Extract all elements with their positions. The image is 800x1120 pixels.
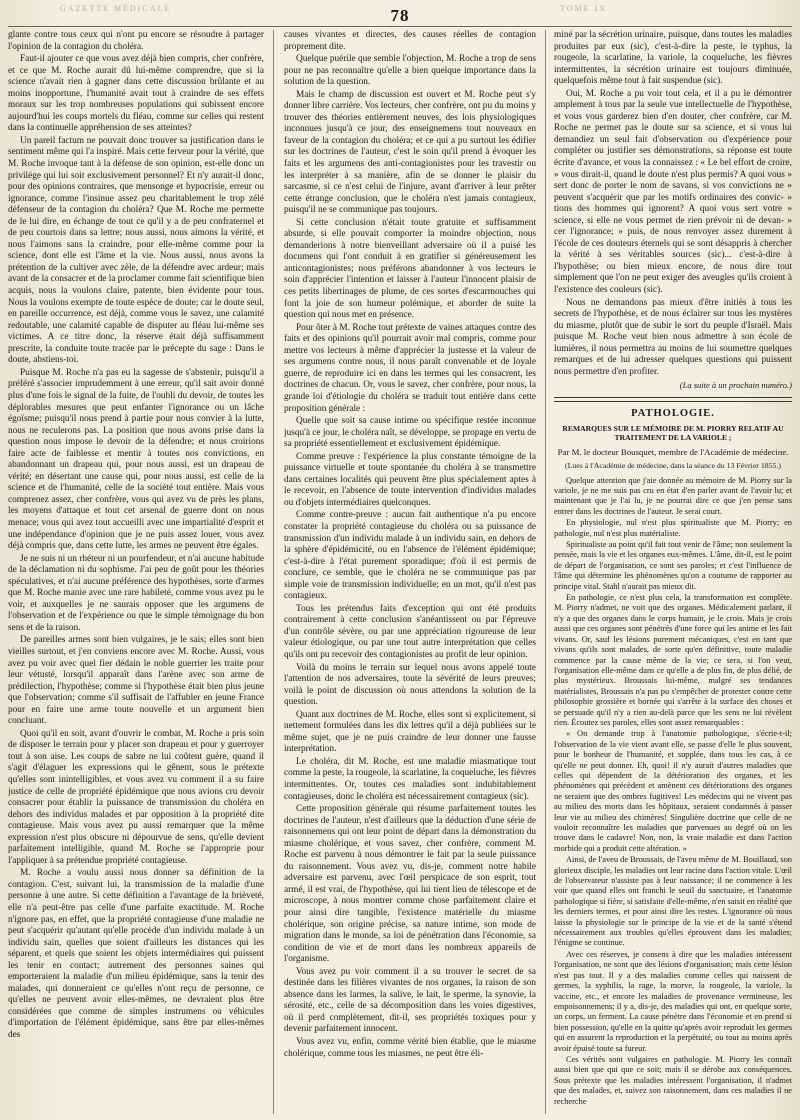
paragraph: Ainsi, de l'aveu de Broussais, de l'aveu même de M. Bouillaud, son glorieux disciple, les maladies ont leur racine dans l'action vitale. L'œil de l'observateur n'assiste pas à leur naissance; il ne commence à les voir que quand elles ont franchi le seuil du sanctuaire, et l'anatomie pathologique si fière, si satisfaite d'elle-même, n'en saisit en réalité que les derniers termes, et pour ainsi dire les restes. L'ignorance où nous laisse la physiologie sur le principe de la vie et de la santé s'étend nécessairement aux troubles qu'elles éprouvent dans les maladies; l'énigme se continue. [554,855,792,948]
column-divider-2 [545,30,546,1114]
show-through-header-right: TOME IX [560,4,607,13]
paragraph: En physiologie, nul n'est plus spiritualiste que M. Piorry; en pathologie, nul n'est plus matérialiste. [554,518,792,538]
paragraph: Quoi qu'il en soit, avant d'ouvrir le combat, M. Roche a pris soin de disposer le terrain pour y placer son drapeau et pour y guerroyer tout à son aise. Les coups de sabre ne lui coûtent guère, quand il s'agit d'élaguer les expressions qui le gênent, sous le prétexte qu'elles sont inintelligibles, et vous avez vu comment il a su faire justice de celle de propriété épidémique que nous avions cru devoir consacrer pour établir la puissance de transmission du choléra en dehors des individus malades et par opposition à la propriété dite contagieuse. Mais vous avez pu aussi remarquer que la même expression n'est plus obscure ni dépourvue de sens, qu'elle devient parfaitement intelligible, quand M. Roche se l'approprie pour l'appliquer à sa prétendue propriété contagieuse. [8,728,264,866]
column-right [554,30,792,1114]
paragraph: Un pareil factum ne pouvait donc trouver sa justification dans le sentiment même qui l'a inspiré. Mais cette ferveur pour la vérité, que M. Roche invoque tant à la défense de son opinion, est-elle donc un privilége qui lui soit exclusivement personnel? Et n'y aurait-il donc, pour des opinions contraires, que mensonge et hypocrisie, erreur ou ignorance, comme l'insinue assez peu charitablement le trop zélé défenseur de la contagion du choléra? Que M. Roche me permette de le lui dire, en échange de tout ce qu'il y a de peu confraternel et de peu courtois dans sa lettre; nous aussi, nous aimons la vérité, et nous l'aimons sans la craindre, pour elle-même comme pour la science, dont elle est l'âme et la vie. Nous aussi, nous avons la prétention de la cultiver avec zèle, de la défendre avec ardeur; mais avant de la consacrer et de la proclamer comme fait scientifique bien acquis, nous la voulons claire, patente, bien évidente pour tous. Nous la voulons exempte de toute espèce de doute; car le doute seul, en pareille occurrence, est déjà, comme vous le savez, une calamité redoutable, une calamité capable de disputer au fléau lui-même ses victimes. A ce titre donc, la réserve était déjà suffisamment prescrite, la conduite toute tracée par le précepte du sage : Dans le doute, abstiens-toi. [8,135,264,366]
paragraph: Avec ces réserves, je consens à dire que les maladies intéressent l'organisation, ne sont que des lésions d'organisation; mais cette lésion n'est pas tout. Il y a des maladies comme celles qui naissent de germes, la syphilis, la rage, la morve, la rougeole, la variole, la vaccine, etc., et encore les maladies de provenance vermineuse, les empoisonnemens; il y a, dis-je, des maladies qui ont, en quelque sorte, un corps, un ferment. La cause pénètre dans l'économie et en prend si bien possession, qu'elle en la quitte qu'après avoir reproduit les germes qui en assurent la reproduction et la perpétuité, ou tout au moins après avoir épuisé toute sa fureur. [554,949,792,1053]
paragraph: Voilà du moins le terrain sur lequel nous avons appelé toute l'attention de nos adversaires, toute la sévérité de leurs preuves; voilà le point de discussion où nous attendons la solution de la question. [284,662,536,708]
paragraph: Quant aux doctrines de M. Roche, elles sont si explicitement, si nettement formulées dans les dix lettres qu'il a déjà publiées sur le même sujet, que je ne puis craindre de leur donner une fausse interprétation. [284,709,536,755]
paragraph: Comme contre-preuve : aucun fait authentique n'a pu encore constater la propriété contagieuse du choléra ou sa puissance de transmission d'un individu malade à un individu sain, en dehors de la sphère d'épidémicité, ou en l'absence de l'élément épidémique; c'est-à-dire à l'état purement sporadique; d'où il est permis de conclure, ce semble, que le choléra ne se communique pas par simple voie de transmission individuelle; en un mot, qu'il n'est pas contagieux. [284,510,536,602]
page-number: 78 [390,6,410,25]
paragraph: Oui, M. Roche a pu voir tout cela, et il a pu le démontrer amplement à tous par la seule vue intellectuelle de l'hypothèse, et vous vous garderez bien d'en douter, cher confrère, car M. Roche ne permet pas le doute sur sa science, et si vous lui demandiez un seul fait d'observation ou d'expérience pour compléter ou justifier ses démonstrations, sa réponse est toute écrite d'avance, et vous la connaissez : « Le bel effort de croire, » vous dirait-il, quand le doute n'est plus permis? A quoi vous » sert donc de porter le nom de savans, si vos convictions ne » peuvent s'acquérir que par les motifs ordinaires des convic- » tions des hommes qui ignorent? A quoi vous sert votre » science, si elle ne vous permet de rien prévoir ni de devan- » cer l'ignorance; » puis, de nous renvoyer assez durement à l'école de ces douteurs éternels qui se sont désappris à chercher la vérité à ses véritables sources (sic)... c'est-à-dire à l'hypothèse; ou bien mieux encore, de nous dire tout simplement que l'on ne peut exiger des aveugles qu'ils croient à l'existence des couleurs (sic). [554,88,792,296]
article-author: Par M. le docteur Bousquet, membre de l'Académie de médecine. [557,446,789,457]
paragraph: Le choléra, dit M. Roche, est une maladie miasmatique tout comme la peste, la rougeole, la scarlatine, la coqueluche, les fièvres intermittentes. Or, toutes ces maladies sont indubitablement contagieuses, donc le choléra est nécessairement contagieux (sic). [284,756,536,802]
paragraph: En pathologie, ce n'est plus cela, la transformation est complète. M. Piorry n'admet, ne voit que des organes. Médicalement parlant, il n'y a que des organes dans le corps humain, je le crois. Mais je crois aussi que ces organes sont pénétrés d'une force qui les anime et les fait vivans. Or, sauf les lésions purement mécaniques, c'est en tant que vivans qu'ils sont malades, de sorte qu'en définitive, toute maladie commence par la cause même de la vie; ce sera, si l'on veut, l'organisation elle-même dans ce qu'elle a de plus fin, de plus délié, de plus mystérieux. Broussais lui-même, malgré ses tendances matérialistes, Broussais n'a pas pu s'empêcher de protester contre cette philosophie grossière et bornée qui s'arrête à la surface des choses et se persuade qu'il n'y a rien au-delà parce que les sens ne lui révèlent rien. Écoutez ses paroles, elles sont assez remarquables : [554,593,792,727]
paragraph: Pour ôter à M. Roche tout prétexte de vaines attaques contre des faits et des opinions qu'il pourrait avoir mal compris, comme pour mettre vos lecteurs à même d'apprécier la justesse et la valeur de ses argumens contre nous, il nous paraît convenable et de loyale guerre, de reproduire ici en dans les termes qui les consacrent, les doctrines de chacun. Or, vous le savez, cher confrère, pour nous, la grande loi d'étiologie du choléra se traduit tout entière dans cette proposition générale : [284,322,536,414]
paragraph: Si cette conclusion n'était toute gratuite et suffisamment absurde, si elle pouvait comporter la moindre objection, nous demanderions à notre bienveillant adversaire où il a puisé les documens qui l'ont conduit à en gratifier si généreusement les anticontagionistes; nous préférons abandonner à vos lecteurs le soin d'apprécier l'intention et laisser à l'auteur l'innocent plaisir de ces petits libertinages de plume, de ces sortes d'escarmouches qui font la joie de son humeur polémique, et aborder de suite la question qui nous met en présence. [284,217,536,321]
paragraph: Faut-il ajouter ce que vous avez déjà bien compris, cher confrère, et ce que M. Roche aurait dû lui-même comprendre, que si la science n'avait rien à gagner dans cette discussion brûlante et au moins inopportune, l'humanité avait tout à craindre de ses effets moraux sur les trop nombreuses populations qui subissent encore aujourd'hui les coups mortels du fléau, comme sur celles qui restent dans la continuelle appréhension de ses atteintes? [8,54,264,134]
paragraph: Nous ne demandons pas mieux d'être initiés à tous les secrets de l'hypothèse, et de nous éclairer sur tous les mystères du miasme, plutôt que de subir le sort du peuple d'Israël. Mais puisque M. Roche veut bien nous admettre à son école de lumières, il nous permettra au moins de lui soumettre quelques remarques et de lui adresser quelques questions qui puissent nous permettre d'en profiter. [554,297,792,377]
show-through-header-left: GAZETTE MÉDICALE [60,4,172,13]
reading-note: (Lues à l'Académie de médecine, dans la séance du 13 Février 1855.) [565,461,781,471]
paragraph: M. Roche a voulu aussi nous donner sa définition de la contagion. C'est, suivant lui, la transmission de la maladie d'une personne à une autre. Si cette définition a l'avantage de la brièveté, elle n'a peut-être pas celle d'une parfaite exactitude. M. Roche n'ignore pas, en effet, que la propriété contagieuse d'une maladie ne peut s'acquérir qu'autant qu'elle procède d'un individu malade à un individu sain, quelles que soient d'ailleurs les distances qui les séparent, et quels que soient les objets intermédiaires qui puissent les tenir en contact; autrement des personnes saines qui emporteraient la maladie d'un milieu épidémique, sans la tenir des malades, qui donneraient ce qu'elles n'ont reçu de personne, ce qu'elles ne peuvent avoir elles-mêmes, ne devraient plus être considérées que comme de simples instrumens ou véhicules d'importation de l'élément épidémique, sans être par elles-mêmes des [8,868,264,1041]
paragraph: Vous avez pu voir comment il a su trouver le secret de sa destinée dans les filières vivantes de nos organes, la raison de son absence dans les larmes, la salive, le lait, le sperme, la synovie, la sérosité, etc., celle de sa décomposition dans les voies digestives, où il perd complètement, dit-il, ses propriétés toxiques pour y devenir parfaitement innocent. [284,966,536,1035]
paragraph: Puisque M. Roche n'a pas eu la sagesse de s'abstenir, puisqu'il a préféré s'associer imprudemment à une erreur, qu'il sait avoir donné plus d'une fois le signal de la fuite, de l'oubli du devoir, de toutes les déplorables mesures que peut enfanter l'ignorance ou un lâche égoïsme; puisqu'il nous prend à partie pour nous convier à la lutte, nous ne reculerons pas. La position que nous avons prise dans la question nous impose le devoir de la défendre; et nous croirions faire acte de faiblesse et mentir à toutes nos convictions, en abandonnant un drapeau qui, pour nous aussi, est un drapeau de vérité; en désertant une cause qui, pour nous aussi, est celle de la science et de l'humanité, celle de la société tout entière. Mais vous comprenez assez, cher confrère, vous qui avez vu de près les plans, les moyens d'attaque et tout cet arsenal de guerre dont on nous menace; vous qui avez tout accueilli avec une impartialité d'esprit et une indépendance d'opinion que je ne puis assez louer, vous avez déjà compris que, dans cette lutte, les armes ne peuvent être égales. [8,367,264,552]
paragraph: Spiritualiste au point qu'il fait tout venir de l'âme; non seulement la pensée, mais la vie et les organes eux-mêmes. L'âme, dit-il, est le point de départ de l'organisation, ce sont ses paroles; et c'est l'influence de l'âme qui détermine les phénomènes qu'on a coutume de rapporter au principe vital. Stahl n'aurait pas mieux dit. [554,540,792,591]
paragraph: « On demande trop à l'anatomie pathologique, s'écrie-t-il; l'observation de la vie vient avant elle, se passe d'elle le plus souvent, pour le bonheur de l'humanité, et supplée, dans tous les cas, à ce qu'elle ne peut donner. Eh, quoi! il n'y aurait d'autres maladies que celles qui dépendent de la détérioration des organes, et les phénomènes qui précèdent et amènent ces détériorations des organes ne seraient que des ombres fugitives! Les médecins qui ne vivent pas au milieu des morts dans les hôpitaux, seraient condamnés à passer leur vie au milieu des chimères! Singulière doctrine que celle de ne vouloir reconnaître les maladies que parvenues au degré où on les trouve dans le cadavre! Non, non, la vraie maladie est dans l'action morbide qui a produit cette altération. » [554,729,792,853]
paragraph: glante contre tous ceux qui n'ont pu encore se résoudre à partager l'opinion de la contagion du choléra. [8,30,264,52]
paragraph: Comme preuve : l'expérience la plus constante témoigne de la puissance virtuelle et toute spontanée du choléra à se transmettre dans certaines localités qui peuvent être plus spécialement aptes à le recevoir, en l'absence de toute intervention d'individus malades ou d'objets intermédiaires quelconques. [284,451,536,508]
paragraph: Vous avez vu, enfin, comme vérité bien établie, que le miasme cholérique, comme tous les miasmes, ne peut être éli- [284,1037,536,1059]
paragraph: Quelle que soit sa cause intime ou spécifique restée inconnue jusqu'à ce jour, le choléra naît, se développe, se propage en vertu de sa propriété essentiellement et exclusivement épidémique. [284,416,536,450]
column-middle [284,30,536,1114]
paragraph: miné par la sécrétion urinaire, puisque, dans toutes les maladies produites par eux (sic), c'est-à-dire la peste, le typhus, la rougeole, la scarlatine, la variole, la coqueluche, les fièvres intermittentes, la sécrétion urinaire est toujours diminuée, quelquefois même tout à fait suspendue (sic). [554,30,792,87]
article-title: REMARQUES SUR LE MÉMOIRE DE M. PIORRY RELATIF AU TRAITEMENT DE LA VARIOLE ; [562,423,784,442]
paragraph: Mais le champ de discussion est ouvert et M. Roche peut s'y donner libre carrière. Vos lecteurs, cher confrère, ont pu du moins y trouver des théories entièrement neuves, des lois physiologiques inconnues jusqu'à ce jour, des enseignemens tout nouveaux en faveur de la contagion du choléra; et ce qui a pu surtout les édifier sur les doctrines de l'auteur, c'est le soin qu'il prend à évoquer les faits et les argumens des anti-contagionistes pour les travestir ou les interpréter à sa manière, afin de se donner le plaisir du sarcasme, si ce n'est celui de l'injure, avant d'arriver à leur prêter cette étrange conclusion, que le choléra n'est jamais contagieux, puisqu'il ne se communique pas toujours. [284,89,536,216]
paragraph: Quelque attention que j'aie donnée au mémoire de M. Piorry sur la variole, je ne me suis pas cru en état d'en parler avant de l'avoir lu; et maintenant que je l'ai lu, je ne pourrai dire ce que j'en pense sans entrer dans les doctrines de l'auteur. Je serai court. [554,475,792,516]
top-rule [8,26,792,27]
section-separator [554,397,792,402]
column-left [8,30,264,1114]
paragraph: Je ne suis ni un rhéteur ni un pourfendeur, et n'ai aucune habitude de la déclamation ni du sophisme. J'ai peu de goût pour les théories spéculatives, et n'ai aucune préférence des hypothèses, sorte d'armes que M. Roche manie avec une rare habileté, comme vous avez pu le voir, et auxquelles je ne saurais opposer que les argumens de l'observation et de l'expérience ou que le simple témoignage du bon sens et de la raison. [8,553,264,633]
paragraph: Quelque puérile que semble l'objection, M. Roche a trop de sens pour ne pas reconnaître qu'elle a bien quelque importance dans la solution de la question. [284,54,536,88]
paragraph: Tous les prétendus faits d'exception qui ont été produits contrairement à cette conclusion s'anéantissent ou par l'épreuve d'un contrôle sévère, ou par une appréciation rigoureuse de leur valeur étiologique, ou par une tout autre interprétation que celles qu'ils ont pu recevoir des contagionistes au profit de leur opinion. [284,603,536,660]
paragraph: Cette proposition générale qui résume parfaitement toutes les doctrines de l'auteur, n'est d'ailleurs que la déduction d'une série de raisonnemens qui ont leur point de départ dans la démonstration du miasme cholérique, et vous savez, cher confrère, comment M. Roche est parvenu à nous démontrer le fait par la seule puissance du raisonnement. Vous avez vu, dis-je, comment notre habile adversaire est parvenu, avec l'œil perspicace de son esprit, tout armé, il est vrai, de l'hypothèse, qui lui tient lieu de télescope et de microscope, à nous montrer comme chose parfaitement claire et pour ainsi dire tangible, l'existence matérielle du miasme cholérique, son origine précise, sa nature intime, son mode de migration dans le monde, sa loi de pénétration dans l'économie, sa condition de vie et de mort dans les nombreux appareils de l'organisme. [284,804,536,965]
paragraph: Ces vérités sont vulgaires en pathologie. M. Piorry les connaît aussi bien que qui que ce soit; mais il se dérobe aux conséquences. Sous prétexte que les maladies intéressent l'organisation, il n'admet que des malades, et, suivez son raisonnement, dans ces maladies il ne recherche [554,1054,792,1106]
paragraph: causes vivantes et directes, des causes réelles de contagion proprement dite. [284,30,536,52]
paragraph: De pareilles armes sont bien vulgaires, je le sais; elles sont bien vieilles surtout, et j'en conviens encore avec M. Roche. Aussi, vous avez pu voir avec quel fier dédain le noble guerrier les traite pour leur vétusté, lorsqu'il apparaît dans l'arène avec son arme de prédilection, l'hypothèse; comme si l'hypothèse était bien plus jeune que l'observation; comme s'il suffisait de l'affubler en jeune France pour en faire une arme toute nouvelle et un argument bien concluant. [8,635,264,727]
continued-note: (La suite à un prochain numéro.) [679,380,792,391]
column-divider-1 [273,30,274,1114]
section-heading: PATHOLOGIE. [631,407,715,419]
article-body [554,476,792,1107]
